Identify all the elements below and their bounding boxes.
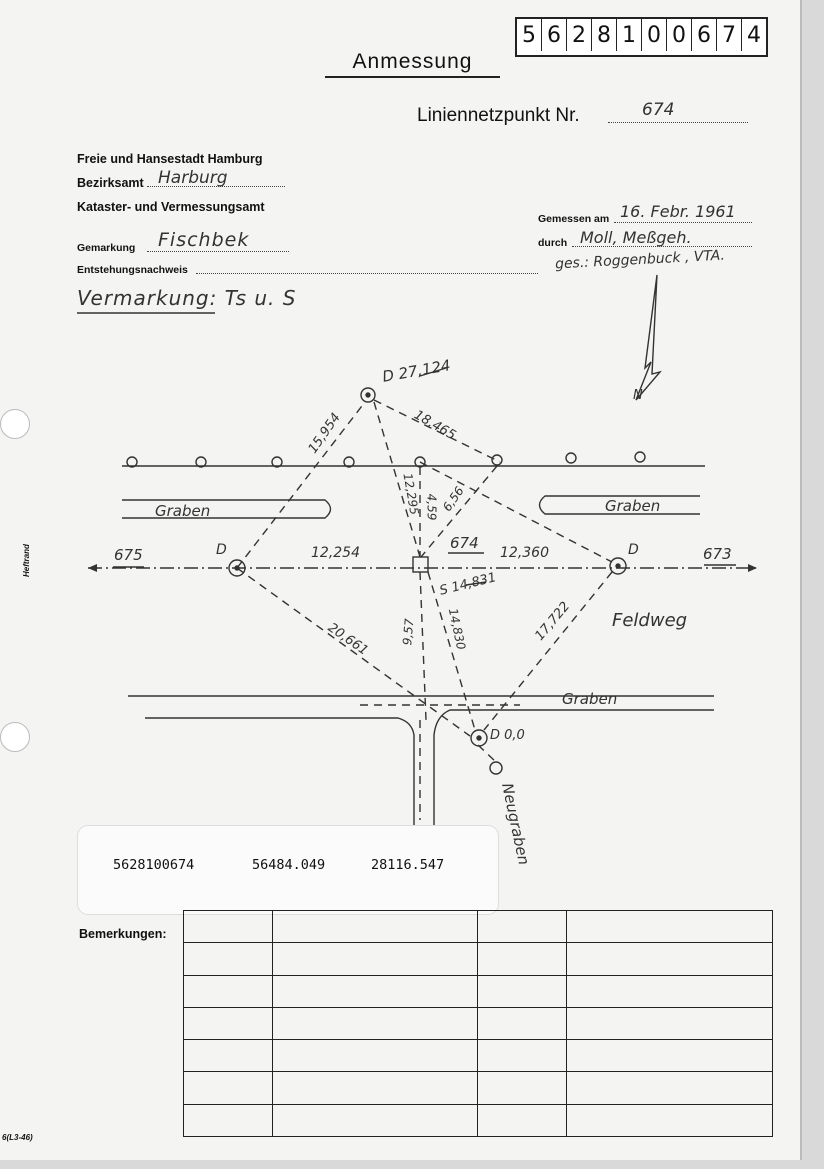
table-cell (478, 943, 567, 975)
bezirksamt-value: Harburg (158, 168, 228, 188)
liniennetzpunkt-value: 674 (642, 100, 675, 120)
gemessen-label: Gemessen am (538, 213, 610, 225)
record-x: 56484.049 (252, 857, 326, 873)
table-cell (272, 1007, 478, 1039)
table-cell (567, 1040, 773, 1072)
pt-673-label: 673 (703, 545, 732, 563)
table-cell (478, 975, 567, 1007)
authority-line1: Freie und Hansestadt Hamburg (77, 152, 263, 166)
dist-vert1: 12,295 (400, 472, 422, 516)
table-cell (478, 1104, 567, 1136)
table-cell (184, 975, 273, 1007)
graben-left-shape (122, 500, 331, 518)
table-cell (567, 1007, 773, 1039)
d-zero-label: D 0,0 (490, 728, 525, 743)
gemarkung-value: Fischbek (158, 229, 250, 251)
dist-17-722: 17,722 (532, 599, 574, 644)
table-cell (478, 1007, 567, 1039)
sheet-id-digit: 6 (692, 19, 717, 51)
table-row (184, 1007, 773, 1039)
sheet-id-digit: 6 (542, 19, 567, 51)
table-cell (478, 1040, 567, 1072)
measure-line (420, 572, 426, 720)
sheet-id-digit: 0 (667, 19, 692, 51)
record-y: 28116.547 (371, 857, 445, 873)
sheet-id-digit: 0 (642, 19, 667, 51)
table-row (184, 1072, 773, 1104)
table-cell (272, 975, 478, 1007)
durch-value: Moll, Meßgeh. (580, 228, 692, 247)
bezirksamt-label: Bezirksamt (77, 176, 144, 190)
sheet-id-digit: 4 (747, 22, 761, 48)
sheet-id-digit: 8 (592, 19, 617, 51)
table-cell (184, 1104, 273, 1136)
table-cell (567, 975, 773, 1007)
durch-label: durch (538, 237, 568, 249)
dist-left-diag: 15,954 (305, 410, 344, 457)
table-cell (184, 911, 273, 943)
dist-right-diag: 18,465 (411, 407, 459, 444)
table-cell (567, 1104, 773, 1136)
measure-line (237, 402, 365, 568)
bemerkungen-table (183, 910, 773, 1137)
form-code: 6(L3-46) (2, 1133, 33, 1142)
pt-674-label: 674 (450, 534, 479, 552)
sheet-id-digit: 1 (617, 19, 642, 51)
dist-12-254: 12,254 (311, 545, 360, 561)
table-cell (272, 1040, 478, 1072)
north-arrow-icon (636, 275, 660, 400)
table-cell (184, 1040, 273, 1072)
point-674-square (413, 557, 428, 572)
table-row (184, 975, 773, 1007)
table-row (184, 943, 773, 975)
point-top-label: D 27,124 (380, 356, 452, 386)
vermarkung-text: Vermarkung: Ts u. S (77, 286, 297, 310)
heftrand-label: Heftrand (22, 544, 31, 577)
table-cell (567, 911, 773, 943)
dist-14-830: 14,830 (445, 607, 469, 651)
dist-9-57: 9,57 (400, 618, 417, 646)
table-cell (272, 1104, 478, 1136)
feldweg-label: Feldweg (612, 610, 688, 631)
d-right-label: D (628, 542, 639, 558)
neugraben-marker (490, 762, 502, 774)
table-row (184, 911, 773, 943)
geprueft-value: ges.: Roggenbuck , VTA. (554, 247, 726, 273)
sheet-id-digit: 2 (567, 19, 592, 51)
table-cell (478, 1072, 567, 1104)
bemerkungen-label: Bemerkungen: (79, 927, 167, 941)
table-cell (184, 1007, 273, 1039)
entstehungsnachweis-label: Entstehungsnachweis (77, 264, 188, 276)
gemarkung-label: Gemarkung (77, 242, 136, 254)
s-label: S 14,831 (438, 570, 498, 599)
neugraben-label: Neugraben (498, 781, 533, 867)
graben-bottom-label: Graben (562, 690, 618, 708)
pt-675-label: 675 (114, 546, 143, 564)
authority-line3: Kataster- und Vermessungsamt (77, 200, 265, 214)
table-cell (184, 943, 273, 975)
marker-circle (492, 455, 502, 465)
graben-left-label: Graben (155, 502, 211, 520)
table-cell (272, 1072, 478, 1104)
marker-circle (635, 452, 645, 462)
graben-right-label: Graben (605, 497, 661, 515)
table-row (184, 1040, 773, 1072)
dist-vert3: 6,56 (439, 484, 467, 514)
marker-circle (566, 453, 576, 463)
d-left-label: D (216, 542, 227, 558)
table-cell (567, 943, 773, 975)
measure-line (478, 745, 496, 762)
table-row (184, 1104, 773, 1136)
gemessen-date: 16. Febr. 1961 (620, 202, 736, 221)
record-point-id: 5628100674 (113, 857, 195, 873)
page-title: Anmessung (325, 50, 500, 78)
dist-vert2: 4,59 (424, 493, 439, 521)
sheet-id-digit: 7 (717, 19, 742, 51)
table-cell (567, 1072, 773, 1104)
road-curve-left (145, 718, 414, 825)
liniennetzpunkt-label: Liniennetzpunkt Nr. (417, 105, 580, 126)
dist-20-661: 20,661 (324, 620, 371, 659)
table-cell (272, 911, 478, 943)
table-cell (184, 1072, 273, 1104)
sheet-id-digit: 5 (517, 19, 542, 51)
table-cell (272, 943, 478, 975)
north-label: N (633, 388, 643, 403)
road-curve-right (434, 710, 714, 825)
table-cell (478, 911, 567, 943)
dist-12-360: 12,360 (500, 545, 549, 561)
